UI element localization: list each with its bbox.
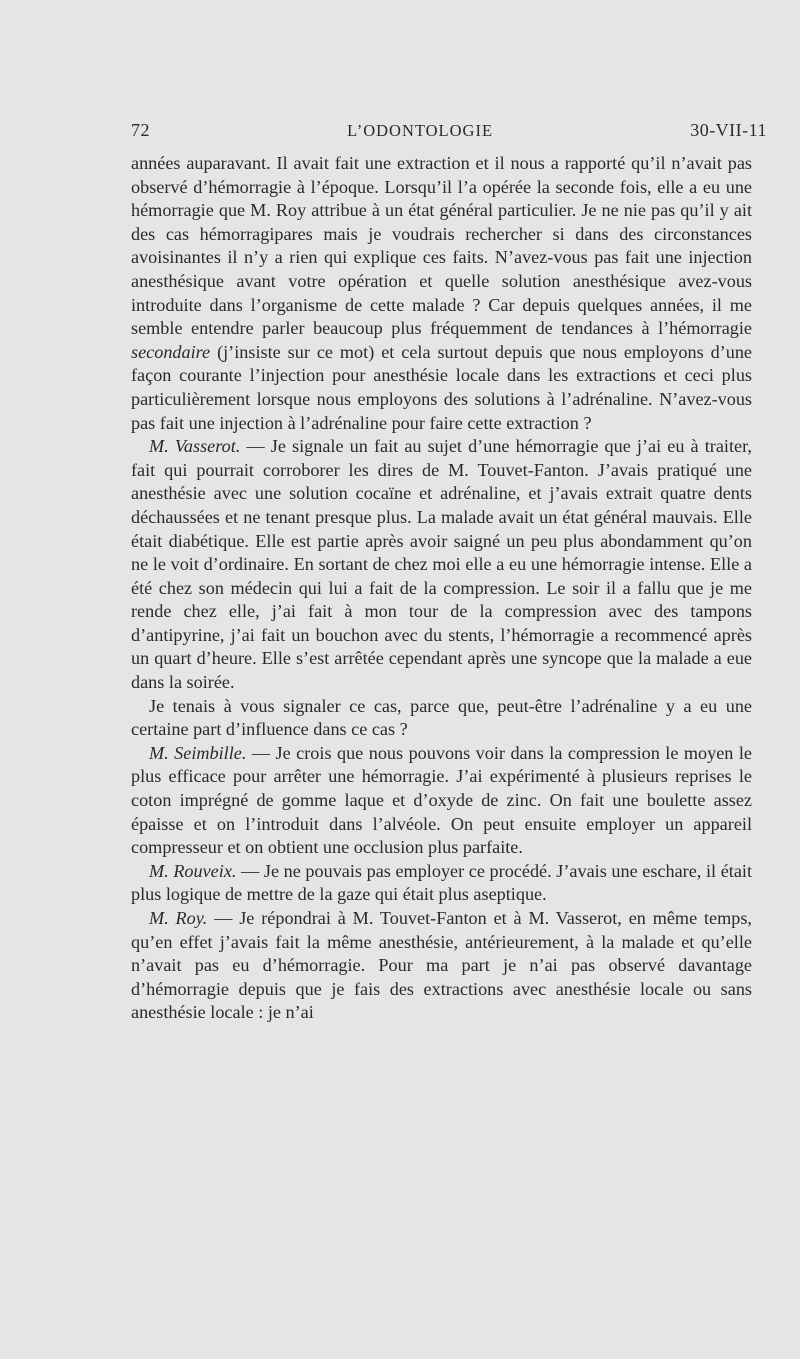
- page-number: 72: [131, 120, 150, 140]
- issue-date: 30-VII-11: [690, 120, 767, 140]
- paragraph-vasserot: [131, 435, 752, 695]
- paragraph-seimbille: [131, 742, 752, 860]
- emphasized-word: secondaire: [131, 341, 211, 362]
- journal-title: L’ODONTOLOGIE: [347, 121, 494, 140]
- paragraph-text: Je tenais à vous signaler ce cas, parce que, peut-être l’adrénaline y a eu une certaine part d’influence dans ce cas ?: [131, 695, 752, 740]
- speaker-name: M. Vasserot.: [149, 436, 241, 457]
- paragraph-continuation: [131, 152, 752, 435]
- paragraph-text: — Je ne pouvais pas employer ce procédé. J’avais une eschare, il était plus logique de mettre de la gaze qui était plus aseptique.: [131, 860, 753, 905]
- running-header: [131, 120, 767, 144]
- paragraph-text: — Je signale un fait au sujet d’une hémorragie que j’ai eu à traiter, fait qui pourrait corroborer les dires de M. Touvet-Fanton. J’avais pratiqué une anesthésie avec une solution cocaïne et adrénaline, et j’avais extrait quatre dents déchaussées et ne tenant presque plus. La malade avait un état général mauvais. Elle était diabétique. Elle est partie après avoir saigné un peu plus abondamment qu’on ne le voit d’ordinaire. En sortant de chez moi elle a eu une hémorragie intense. Elle a été chez son médecin qui lui a fait de la compression. Le soir il a fallu que je me rende chez elle, j’ai fait à mon tour de la compression avec des tampons d’antipyrine, j’ai fait un bouchon avec du stents, l’hémorragie a recommencé après un quart d’heure. Elle s’est arrêtée cependant après une syncope que la malade a eue dans la soirée.: [131, 436, 752, 693]
- speaker-name: M. Roy.: [149, 908, 208, 928]
- paragraph-roy: [131, 907, 752, 1025]
- paragraph-text: — Je répondrai à M. Touvet-Fanton et à M. Vasserot, en même temps, qu’en effet j’avais fait la même anesthésie, antérieurement, à la malade et qu’elle n’avait pas eu d’hémorragie. Pour ma part je n’ai pas observé davantage d’hémorragie depuis que je fais des extractions avec anesthésie locale ou sans anesthésie locale : je n’ai: [131, 908, 752, 1023]
- paragraph-text: années auparavant. Il avait fait une extraction et il nous a rapporté qu’il n’avait pas observé d’hémorragie à l’époque. Lorsqu’il l’a opérée la seconde fois, elle a eu une hémorragie que M. Roy attribue à un état général particulier. Je ne nie pas qu’il y ait des cas hémorragipares mais je voudrais rechercher si dans des circonstances avoisinantes il n’y a rien qui explique ces faits. N’avez-vous pas fait une injection anesthésique avant votre opération et quelle solution anesthésique avez-vous introduite dans l’organisme de cette malade ? Car depuis quelques années, il me semble entendre parler beaucoup plus fréquemment de tendances à l’hémorragie: [131, 153, 752, 339]
- paragraph-rouveix: [131, 860, 752, 907]
- speaker-name: M. Rouveix.: [149, 860, 237, 881]
- body-text: [131, 152, 752, 1025]
- paragraph-text: (j’insiste sur ce mot) et cela surtout depuis que nous employons d’une façon courante l’injection pour anesthésie locale dans les extractions et ceci plus particulièrement lorsque nous employons des solutions à l’adrénaline. N’avez-vous pas fait une injection à l’adrénaline pour faire cette extraction ?: [131, 341, 752, 433]
- paragraph-text: — Je crois que nous pouvons voir dans la compression le moyen le plus efficace pour arrêter une hémorragie. J’ai expérimenté à plusieurs reprises le coton imprégné de gomme laque et d’oxyde de zinc. On fait une boulette assez épaisse et on l’introduit dans l’alvéole. On peut ensuite employer un appareil compresseur et on obtient une occlusion plus parfaite.: [131, 742, 752, 858]
- paragraph-vasserot-cont: [131, 695, 752, 742]
- speaker-name: M. Seimbille.: [149, 742, 247, 763]
